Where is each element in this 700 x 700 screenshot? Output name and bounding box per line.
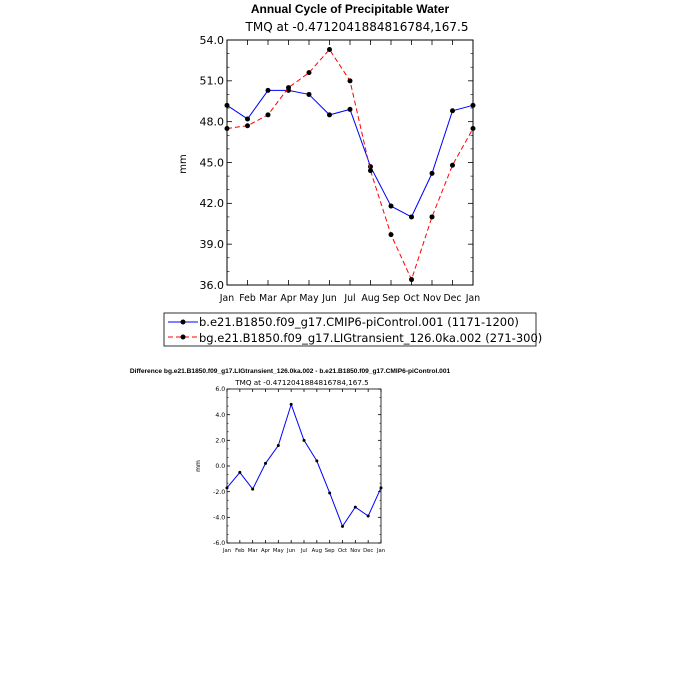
legend-marker-control bbox=[181, 320, 186, 325]
series-0-point bbox=[327, 112, 332, 117]
xtick-label: Feb bbox=[239, 292, 256, 304]
chart1-title: Annual Cycle of Precipitable Water bbox=[250, 2, 450, 16]
ytick-label: 51.0 bbox=[199, 74, 224, 88]
series-0-point bbox=[328, 491, 331, 494]
chart1-subtitle: TMQ at -0.4712041884816784,167.5 bbox=[245, 20, 469, 34]
xtick-label: Sep bbox=[382, 292, 400, 304]
xtick-label: Aug bbox=[361, 292, 380, 304]
ytick-label: -4.0 bbox=[213, 514, 226, 522]
series-0-point bbox=[245, 116, 250, 121]
series-0-point bbox=[307, 92, 312, 97]
xtick-label: Oct bbox=[403, 292, 420, 304]
series-0-point bbox=[450, 108, 455, 113]
series-1-point bbox=[430, 214, 435, 219]
xtick-label: Oct bbox=[337, 547, 348, 554]
ytick-label: 42.0 bbox=[199, 197, 224, 211]
ytick-label: 36.0 bbox=[199, 278, 224, 292]
series-0-point bbox=[264, 462, 267, 465]
chart2-title: Difference bg.e21.B1850.f09_g17.LIGtransient_126.0ka.002 - b.e21.B1850.f09_g17.CMIP6-piControl.001 bbox=[129, 368, 451, 375]
series-1-point bbox=[327, 47, 332, 52]
xtick-label: Jan bbox=[219, 292, 235, 304]
chart2-subtitle: TMQ at -0.4712041884816784,167.5 bbox=[235, 378, 369, 387]
xtick-label: Mar bbox=[247, 547, 258, 554]
chart2-ylabel: mm bbox=[195, 460, 202, 472]
xtick-label: Jan bbox=[465, 292, 481, 304]
xtick-label: Apr bbox=[280, 292, 297, 304]
series-0-point bbox=[348, 107, 353, 112]
ytick-label: 48.0 bbox=[199, 115, 224, 129]
ytick-label: 54.0 bbox=[199, 33, 224, 47]
xtick-label: Jun bbox=[287, 547, 296, 554]
series-1-point bbox=[368, 168, 373, 173]
series-0-point bbox=[315, 459, 318, 462]
xtick-label: Jan bbox=[222, 547, 232, 554]
series-0-point bbox=[409, 214, 414, 219]
ytick-label: 45.0 bbox=[199, 156, 224, 170]
xtick-label: Aug bbox=[311, 547, 322, 554]
legend-label-transient: bg.e21.B1850.f09_g17.LIGtransient_126.0ka.002 (271-300) bbox=[199, 331, 543, 345]
ytick-label: 39.0 bbox=[199, 238, 224, 252]
series-1-point bbox=[307, 70, 312, 75]
ytick-label: 0.0 bbox=[215, 463, 226, 471]
series-1-point bbox=[348, 78, 353, 83]
series-0-point bbox=[303, 439, 306, 442]
xtick-label: Jul bbox=[300, 547, 308, 554]
xtick-label: Jun bbox=[322, 292, 337, 304]
series-0-point bbox=[367, 515, 370, 518]
xtick-label: May bbox=[272, 547, 284, 554]
series-0-point bbox=[389, 204, 394, 209]
xtick-label: Dec bbox=[443, 292, 462, 304]
xtick-label: Jan bbox=[376, 547, 386, 554]
ytick-label: 4.0 bbox=[215, 411, 226, 419]
ytick-label: 6.0 bbox=[215, 386, 226, 394]
series-0-point bbox=[290, 403, 293, 406]
xtick-label: Feb bbox=[235, 547, 245, 554]
ytick-label: -2.0 bbox=[213, 488, 226, 496]
chart1-ylabel: mm bbox=[178, 154, 189, 174]
legend-label-control: b.e21.B1850.f09_g17.CMIP6-piControl.001 (1171-1200) bbox=[199, 315, 519, 329]
xtick-label: Nov bbox=[350, 547, 361, 554]
series-1-point bbox=[409, 277, 414, 282]
series-1-point bbox=[286, 85, 291, 90]
series-1-point bbox=[389, 232, 394, 237]
series-0-point bbox=[341, 525, 344, 528]
series-0-point bbox=[266, 88, 271, 93]
series-1-point bbox=[266, 112, 271, 117]
series-1-point bbox=[450, 163, 455, 168]
xtick-label: Mar bbox=[259, 292, 277, 304]
series-0-point bbox=[251, 488, 254, 491]
series-1-point bbox=[245, 123, 250, 128]
series-0-point bbox=[238, 471, 241, 474]
xtick-label: Dec bbox=[363, 547, 374, 554]
series-0-point bbox=[354, 506, 357, 509]
series-0-point bbox=[430, 171, 435, 176]
ytick-label: 2.0 bbox=[215, 437, 226, 445]
ytick-label: -6.0 bbox=[213, 540, 226, 548]
xtick-label: Sep bbox=[324, 547, 335, 554]
xtick-label: Nov bbox=[422, 292, 442, 304]
xtick-label: May bbox=[299, 292, 319, 304]
legend-marker-transient bbox=[181, 335, 186, 340]
series-0-point bbox=[277, 444, 280, 447]
xtick-label: Jul bbox=[344, 292, 356, 304]
xtick-label: Apr bbox=[260, 547, 271, 554]
